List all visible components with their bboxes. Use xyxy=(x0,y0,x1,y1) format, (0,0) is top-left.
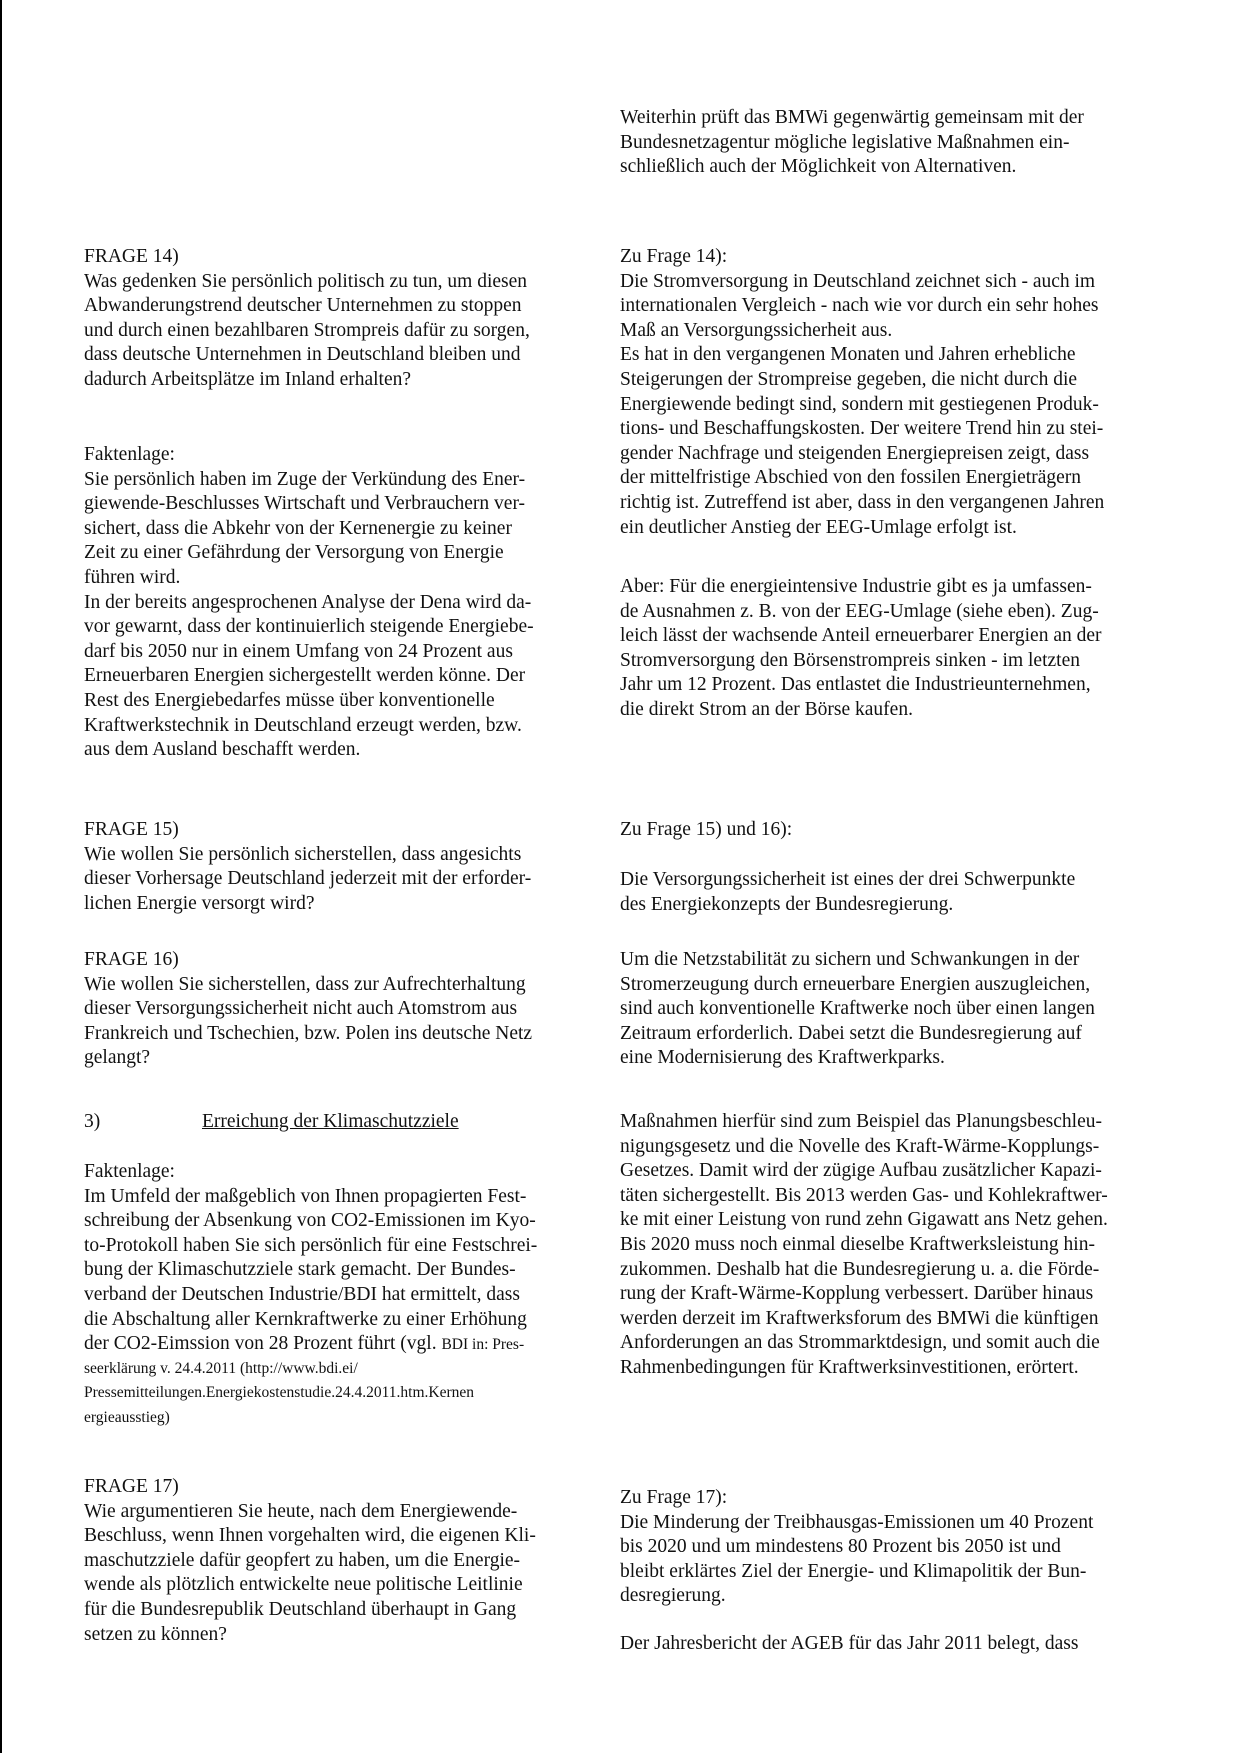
text-line: zukommen. Deshalb hat die Bundesregierung u. a. die Förde- xyxy=(620,1258,1100,1280)
text-line: Anforderungen an das Strommarktdesign, und somit auch die xyxy=(620,1332,1100,1354)
text-line: dass deutsche Unternehmen in Deutschland bleiben und xyxy=(84,344,521,366)
answer-14-continued xyxy=(620,575,1180,723)
text-line: Die Versorgungssicherheit ist eines der drei Schwerpunkte xyxy=(620,869,1076,890)
text-line: dieser Versorgungssicherheit nicht auch Atomstrom aus xyxy=(84,998,518,1020)
text-line: des Energiekonzepts der Bundesregierung. xyxy=(620,893,954,915)
text-line: bung der Klimaschutzziele stark gemacht. Der Bundes- xyxy=(84,1259,516,1281)
text-line: sind auch konventionelle Kraftwerke noch über einen langen xyxy=(620,998,1095,1020)
text-line: Erneuerbaren Energien sichergestellt werden könne. Der xyxy=(84,665,526,687)
text-line: Um die Netzstabilität zu sichern und Schwankungen in der xyxy=(620,949,1080,970)
text-line: Wie wollen Sie sicherstellen, dass zur Aufrechterhaltung xyxy=(84,973,526,995)
text-line: desregierung. xyxy=(620,1585,726,1607)
text-line: Maßnahmen hierfür sind zum Beispiel das Planungsbeschleu- xyxy=(620,1111,1102,1132)
text-line: ke mit einer Leistung von rund zehn Gigawatt ans Netz gehen. xyxy=(620,1209,1108,1231)
page-left-border xyxy=(0,0,2,1753)
text-line: Frankreich und Tschechien, bzw. Polen ins deutsche Netz xyxy=(84,1022,533,1044)
text-line: Sie persönlich haben im Zuge der Verkündung des Ener- xyxy=(84,468,526,490)
text-line: In der bereits angesprochenen Analyse der Dena wird da- xyxy=(84,591,532,613)
text-line: für die Bundesrepublik Deutschland überhaupt in Gang xyxy=(84,1598,517,1620)
text-line: verband der Deutschen Industrie/BDI hat ermittelt, dass xyxy=(84,1283,520,1305)
text-line: to-Protokoll haben Sie sich persönlich für eine Festschrei- xyxy=(84,1234,538,1256)
text-line: wende als plötzlich entwickelte neue politische Leitlinie xyxy=(84,1574,523,1596)
question-heading: FRAGE 15) xyxy=(84,819,179,840)
intro-paragraph xyxy=(620,106,1180,180)
text-line: de Ausnahmen z. B. von der EEG-Umlage (siehe eben). Zug- xyxy=(620,600,1099,622)
text-line xyxy=(84,1332,614,1357)
question-heading: FRAGE 14) xyxy=(84,246,179,267)
text-line: Beschluss, wenn Ihnen vorgehalten wird, die eigenen Kli- xyxy=(84,1525,536,1547)
text-line: Abwanderungstrend deutscher Unternehmen zu stoppen xyxy=(84,295,522,317)
text-line: dieser Vorhersage Deutschland jederzeit mit der erforder- xyxy=(84,868,532,890)
text-line: führen wird. xyxy=(84,566,181,588)
citation-line: Pressemitteilungen.Energiekostenstudie.24.4.2011.htm.Kernen xyxy=(84,1384,475,1402)
answer-15-16-part2 xyxy=(620,948,1180,1071)
section-number: 3) xyxy=(84,1111,101,1132)
text-line: tions- und Beschaffungskosten. Der weitere Trend hin zu stei- xyxy=(620,418,1104,440)
text-line: dadurch Arbeitsplätze im Inland erhalten? xyxy=(84,368,412,390)
section-title: Erreichung der Klimaschutzziele xyxy=(202,1111,459,1132)
text-line: leich lässt der wachsende Anteil erneuerbarer Energien an der xyxy=(620,625,1102,647)
text-line: Zeit zu einer Gefährdung der Versorgung von Energie xyxy=(84,542,504,564)
text-line: Maß an Versorgungssicherheit aus. xyxy=(620,319,893,341)
text-line: täten sichergestellt. Bis 2013 werden Gas- und Kohlekraftwer- xyxy=(620,1184,1108,1206)
text-line: schließlich auch der Möglichkeit von Alternativen. xyxy=(620,156,1017,178)
question-14 xyxy=(84,245,614,393)
text-line: Der Jahresbericht der AGEB für das Jahr 2011 belegt, dass xyxy=(620,1633,1079,1654)
text-line: sichert, dass die Abkehr von der Kernenergie zu keiner xyxy=(84,517,512,539)
text-line: Weiterhin prüft das BMWi gegenwärtig gemeinsam mit der xyxy=(620,107,1084,128)
question-heading: FRAGE 16) xyxy=(84,949,179,970)
text-fragment: der CO2-Eimssion von 28 Prozent führt (vgl. xyxy=(84,1333,442,1355)
answer-14 xyxy=(620,245,1180,540)
text-line: Wie wollen Sie persönlich sicherstellen, dass angesichts xyxy=(84,843,522,865)
text-line: Kraftwerkstechnik in Deutschland erzeugt werden, bzw. xyxy=(84,714,522,736)
text-line: Gesetzes. Damit wird der zügige Aufbau zusätzlicher Kapazi- xyxy=(620,1160,1102,1182)
question-17 xyxy=(84,1475,614,1647)
text-line: gelangt? xyxy=(84,1047,151,1069)
text-line: Rest des Energiebedarfes müsse über konventionelle xyxy=(84,689,495,711)
text-line: die direkt Strom an der Börse kaufen. xyxy=(620,698,913,720)
text-line: Stromerzeugung durch erneuerbare Energien auszugleichen, xyxy=(620,973,1091,995)
text-line: bis 2020 und um mindestens 80 Prozent bis 2050 ist und xyxy=(620,1536,1061,1558)
text-line: eine Modernisierung des Kraftwerkparks. xyxy=(620,1047,945,1069)
text-line: Wie argumentieren Sie heute, nach dem Energiewende- xyxy=(84,1500,518,1522)
text-line: Was gedenken Sie persönlich politisch zu tun, um diesen xyxy=(84,270,528,292)
answer-heading: Zu Frage 17): xyxy=(620,1487,728,1508)
text-line: Steigerungen der Strompreise gegeben, die nicht durch die xyxy=(620,368,1078,390)
text-line: bleibt erklärtes Ziel der Energie- und Klimapolitik der Bun- xyxy=(620,1560,1087,1582)
text-line: nigungsgesetz und die Novelle des Kraft-Wärme-Kopplungs- xyxy=(620,1135,1100,1157)
text-line: richtig ist. Zutreffend ist aber, dass in den vergangenen Jahren xyxy=(620,491,1105,513)
text-line: Die Stromversorgung in Deutschland zeichnet sich - auch im xyxy=(620,270,1096,292)
text-line: maschutzziele dafür geopfert zu haben, um die Energie- xyxy=(84,1549,521,1571)
facts-heading: Faktenlage: xyxy=(84,1161,175,1182)
text-line: giewende-Beschlusses Wirtschaft und Verbrauchern ver- xyxy=(84,493,526,515)
text-line: Im Umfeld der maßgeblich von Ihnen propagierten Fest- xyxy=(84,1185,527,1207)
text-line: Die Minderung der Treibhausgas-Emissionen um 40 Prozent xyxy=(620,1511,1094,1533)
answer-17 xyxy=(620,1486,1180,1609)
text-line: schreibung der Absenkung von CO2-Emissionen im Kyo- xyxy=(84,1210,536,1232)
facts-section-3 xyxy=(84,1160,614,1431)
answer-heading: Zu Frage 15) und 16): xyxy=(620,819,793,840)
text-line: Bis 2020 muss noch einmal dieselbe Kraftwerksleistung hin- xyxy=(620,1233,1095,1255)
text-line: werden derzeit im Kraftwerksforum des BMWi die künftigen xyxy=(620,1307,1099,1329)
text-line: lichen Energie versorgt wird? xyxy=(84,892,315,914)
text-line: gender Nachfrage und steigenden Energiepreisen zeigt, dass xyxy=(620,442,1090,464)
citation-line: ergieausstieg) xyxy=(84,1408,170,1426)
text-line: und durch einen bezahlbaren Strompreis dafür zu sorgen, xyxy=(84,319,530,341)
facts-14 xyxy=(84,443,614,763)
text-line: rung der Kraft-Wärme-Kopplung verbessert. Darüber hinaus xyxy=(620,1283,1094,1305)
text-line: der mittelfristige Abschied von den fossilen Energieträgern xyxy=(620,467,1082,489)
text-line: vor gewarnt, dass der kontinuierlich steigende Energiebe- xyxy=(84,616,534,638)
citation-line: seerklärung v. 24.4.2011 (http://www.bdi.ei/ xyxy=(84,1359,358,1377)
answer-15-16-part1 xyxy=(620,868,1180,917)
text-line: internationalen Vergleich - nach wie vor durch ein sehr hohes xyxy=(620,295,1099,317)
text-line: Jahr um 12 Prozent. Das entlastet die Industrieunternehmen, xyxy=(620,674,1091,696)
text-line: Bundesnetzagentur mögliche legislative Maßnahmen ein- xyxy=(620,131,1070,153)
answer-15-16-heading xyxy=(620,818,1180,843)
answer-15-16-part3 xyxy=(620,1110,1180,1381)
text-line: die Abschaltung aller Kernkraftwerke zu einer Erhöhung xyxy=(84,1308,527,1330)
facts-heading: Faktenlage: xyxy=(84,444,175,465)
text-line: Energiewende bedingt sind, sondern mit gestiegenen Produk- xyxy=(620,393,1099,415)
question-16 xyxy=(84,948,614,1071)
text-line: Zeitraum erforderlich. Dabei setzt die Bundesregierung auf xyxy=(620,1022,1082,1044)
text-line: ein deutlicher Anstieg der EEG-Umlage erfolgt ist. xyxy=(620,516,1017,538)
question-15 xyxy=(84,818,614,916)
text-line: Stromversorgung den Börsenstrompreis sinken - im letzten xyxy=(620,649,1080,671)
text-line: Rahmenbedingungen für Kraftwerksinvestitionen, erörtert. xyxy=(620,1356,1079,1378)
text-line: aus dem Ausland beschafft werden. xyxy=(84,739,361,761)
text-line: Aber: Für die energieintensive Industrie gibt es ja umfassen- xyxy=(620,576,1092,597)
question-heading: FRAGE 17) xyxy=(84,1476,179,1497)
answer-heading: Zu Frage 14): xyxy=(620,246,728,267)
text-line: Es hat in den vergangenen Monaten und Jahren erhebliche xyxy=(620,344,1076,366)
text-line: setzen zu können? xyxy=(84,1623,227,1645)
text-line: darf bis 2050 nur in einem Umfang von 24 Prozent aus xyxy=(84,640,513,662)
answer-17-continued xyxy=(620,1632,1180,1657)
citation-fragment: BDI in: Pres- xyxy=(441,1336,525,1354)
